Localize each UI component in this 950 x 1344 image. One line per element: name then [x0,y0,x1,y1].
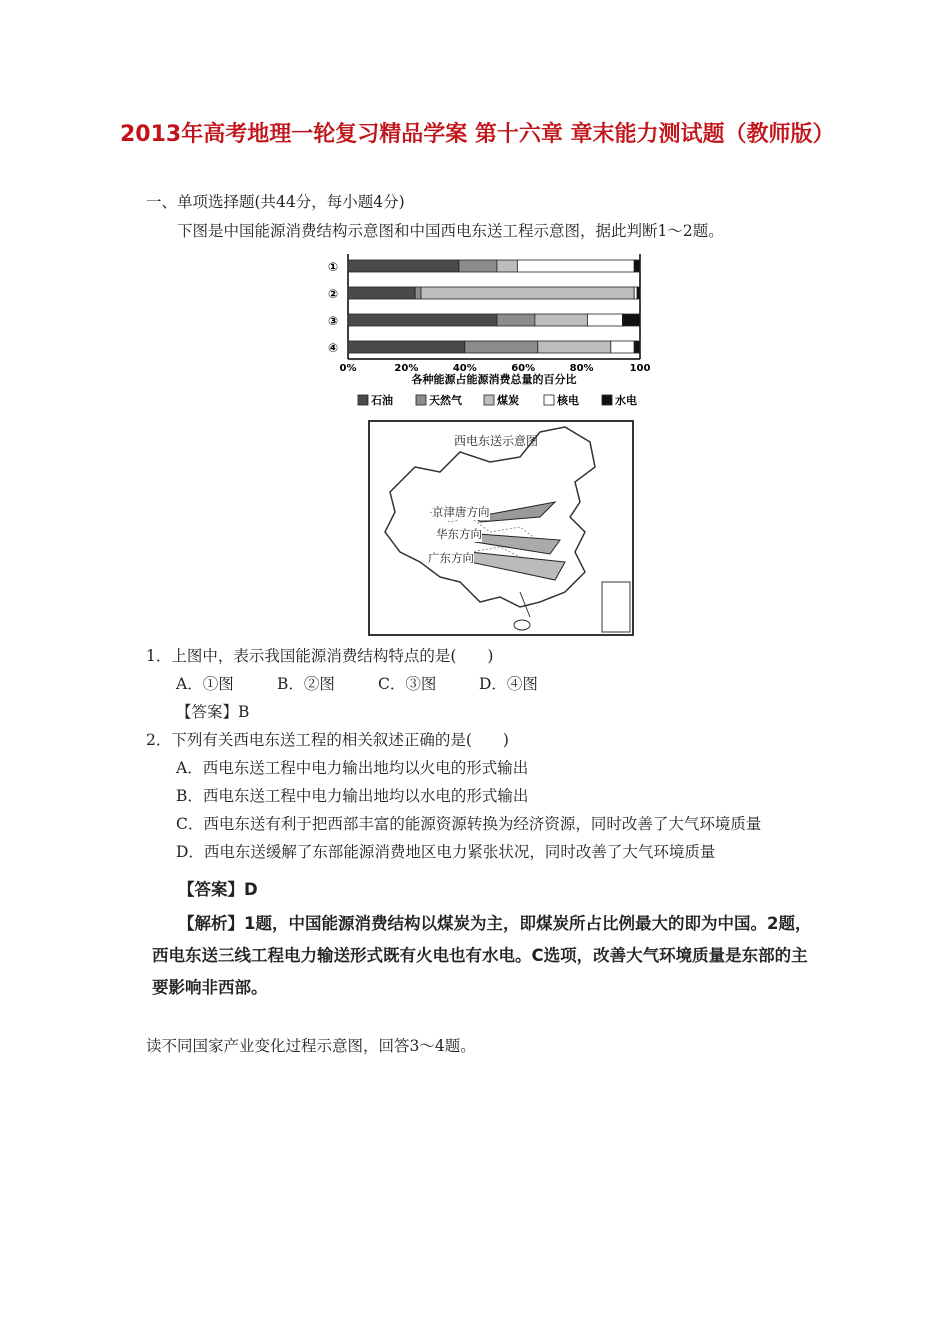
bar-segment [497,260,517,272]
legend-swatch [484,395,494,405]
next-section-intro: 读不同国家产业变化过程示意图，回答3～4题。 [146,1037,476,1055]
question-2-answer: 【答案】D [178,880,258,899]
bar-segment [459,260,497,272]
legend-swatch [358,395,368,405]
bar-segment [348,287,415,299]
question-1-answer: 【答案】B [176,703,250,721]
bar-segment [634,341,640,353]
bar-segment [348,260,459,272]
x-axis-label: 各种能源占能源消费总量的百分比 [411,373,577,386]
bar-segment [421,287,634,299]
energy-structure-chart [320,252,650,414]
x-tick-label: 20% [394,363,419,374]
x-tick-label: 0% [339,363,357,374]
analysis-line-3: 要影响非西部。 [152,978,268,997]
document-title: 2013年高考地理一轮复习精品学案 第十六章 章末能力测试题（教师版） [120,122,835,147]
x-tick-label: 40% [452,363,477,374]
analysis-line-1: 【解析】1题，中国能源消费结构以煤炭为主，即煤炭所占比例最大的即为中国。2题， [178,914,812,933]
question-1-stem: 1．上图中，表示我国能源消费结构特点的是( ) [146,647,494,665]
bar-segment [497,314,535,326]
legend-label: 核电 [557,394,579,407]
category-label: ① [328,260,339,274]
legend-swatch [544,395,554,405]
legend-label: 天然气 [429,394,462,407]
legend-swatch [602,395,612,405]
legend-label: 石油 [371,394,393,407]
question-2-option-d: D．西电东送缓解了东部能源消费地区电力紧张状况，同时改善了大气环境质量 [176,843,716,861]
bar-segment [348,314,497,326]
x-tick-label: 60% [511,363,536,374]
question-2-option-a: A．西电东送工程中电力输出地均以火电的形式输出 [176,759,529,777]
bar-segment [622,314,640,326]
map-title: 西电东送示意图 [454,434,539,448]
x-tick-label: 80% [569,363,594,374]
question-1-option-b: B．②图 [277,675,335,693]
bar-segment [538,341,611,353]
legend-label: 水电 [615,394,637,407]
china-map-outline [370,422,632,634]
category-label: ② [328,287,339,301]
category-label: ④ [328,341,339,355]
route-label-jingjintang: 京津唐方向 [432,505,490,519]
question-2-option-b: B．西电东送工程中电力输出地均以水电的形式输出 [176,787,529,805]
section-heading: 一、单项选择题(共44分，每小题4分) [146,193,405,211]
bar-segment [535,314,588,326]
legend-label: 煤炭 [497,394,519,407]
legend-swatch [416,395,426,405]
bar-segment [587,314,622,326]
question-2-stem: 2．下列有关西电东送工程的相关叙述正确的是( ) [146,731,509,749]
bar-segment [634,260,640,272]
x-tick-label: 100 [629,363,650,374]
bar-segment [465,341,538,353]
route-label-huadong: 华东方向 [436,527,482,541]
bar-segment [637,287,640,299]
bar-segment [415,287,421,299]
intro-text: 下图是中国能源消费结构示意图和中国西电东送工程示意图，据此判断1～2题。 [177,222,724,240]
category-label: ③ [328,314,339,328]
bar-segment [348,341,465,353]
route-label-guangdong: 广东方向 [428,551,474,565]
bar-segment [517,260,634,272]
bar-segment [634,287,637,299]
west-east-power-map [368,420,634,636]
bar-segment [611,341,634,353]
question-1-option-c: C．③图 [378,675,437,693]
question-2-option-c: C．西电东送有利于把西部丰富的能源资源转换为经济资源，同时改善了大气环境质量 [176,815,762,833]
question-1-option-d: D．④图 [479,675,538,693]
analysis-line-2: 西电东送三线工程电力输送形式既有火电也有水电。C选项，改善大气环境质量是东部的主 [152,946,808,965]
question-1-option-a: A．①图 [176,675,234,693]
